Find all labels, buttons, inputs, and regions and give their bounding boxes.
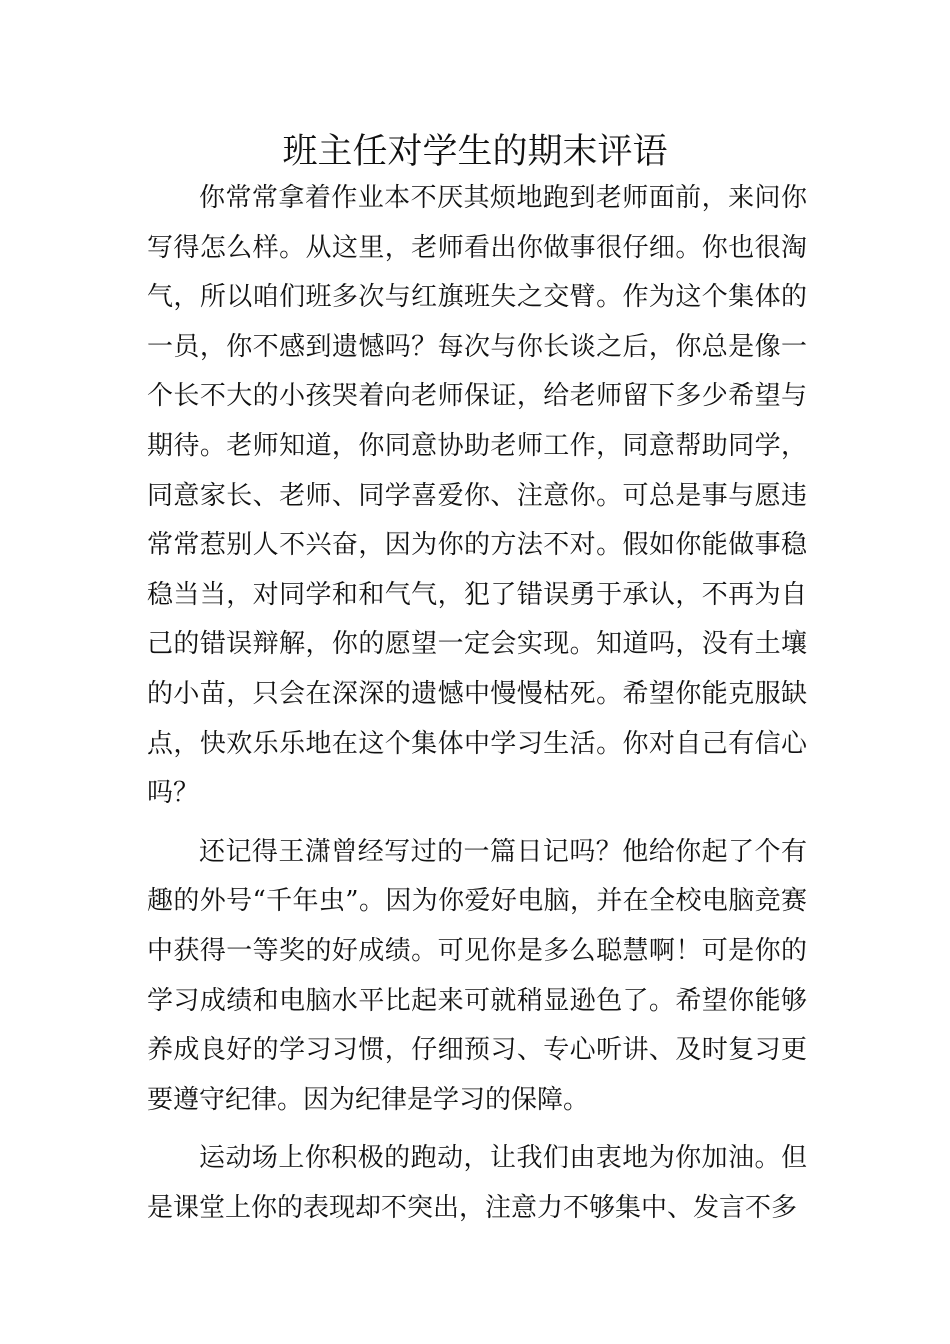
paragraph-1: 你常常拿着作业本不厌其烦地跑到老师面前，来问你写得怎么样。从这里，老师看出你做事很仔细。你也很淘气，所以咱们班多次与红旗班失之交臂。作为这个集体的一员，你不感到遗憾吗？每次与你长谈之后，你总是像一个长不大的小孩哭着向老师保证，给老师留下多少希望与期待。老师知道，你同意协助老师工作，同意帮助同学，同意家长、老师、同学喜爱你、注意你。可总是事与愿违常常惹别人不兴奋，因为你的方法不对。假如你能做事稳稳当当，对同学和和气气，犯了错误勇于承认，不再为自己的错误辩解，你的愿望一定会实现。知道吗，没有土壤的小苗，只会在深深的遗憾中慢慢枯死。希望你能克服缺点，快欢乐乐地在这个集体中学习生活。你对自己有信心吗？ [147, 183, 807, 809]
paragraph-3: 运动场上你积极的跑动，让我们由衷地为你加油。但是课堂上你的表现却不突出，注意力不够集中、发言不多 [147, 1143, 807, 1223]
document-body [147, 174, 807, 1233]
paragraph-2: 还记得王潇曾经写过的一篇日记吗？他给你起了个有趣的外号“千年虫”。因为你爱好电脑，并在全校电脑竞赛中获得一等奖的好成绩。可见你是多么聪慧啊！可是你的学习成绩和电脑水平比起来可就稍显逊色了。希望你能够养成良好的学习习惯，仔细预习、专心听讲、及时复习更要遵守纪律。因为纪律是学习的保障。 [147, 836, 807, 1115]
document-title: 班主任对学生的期末评语 [282, 132, 668, 172]
